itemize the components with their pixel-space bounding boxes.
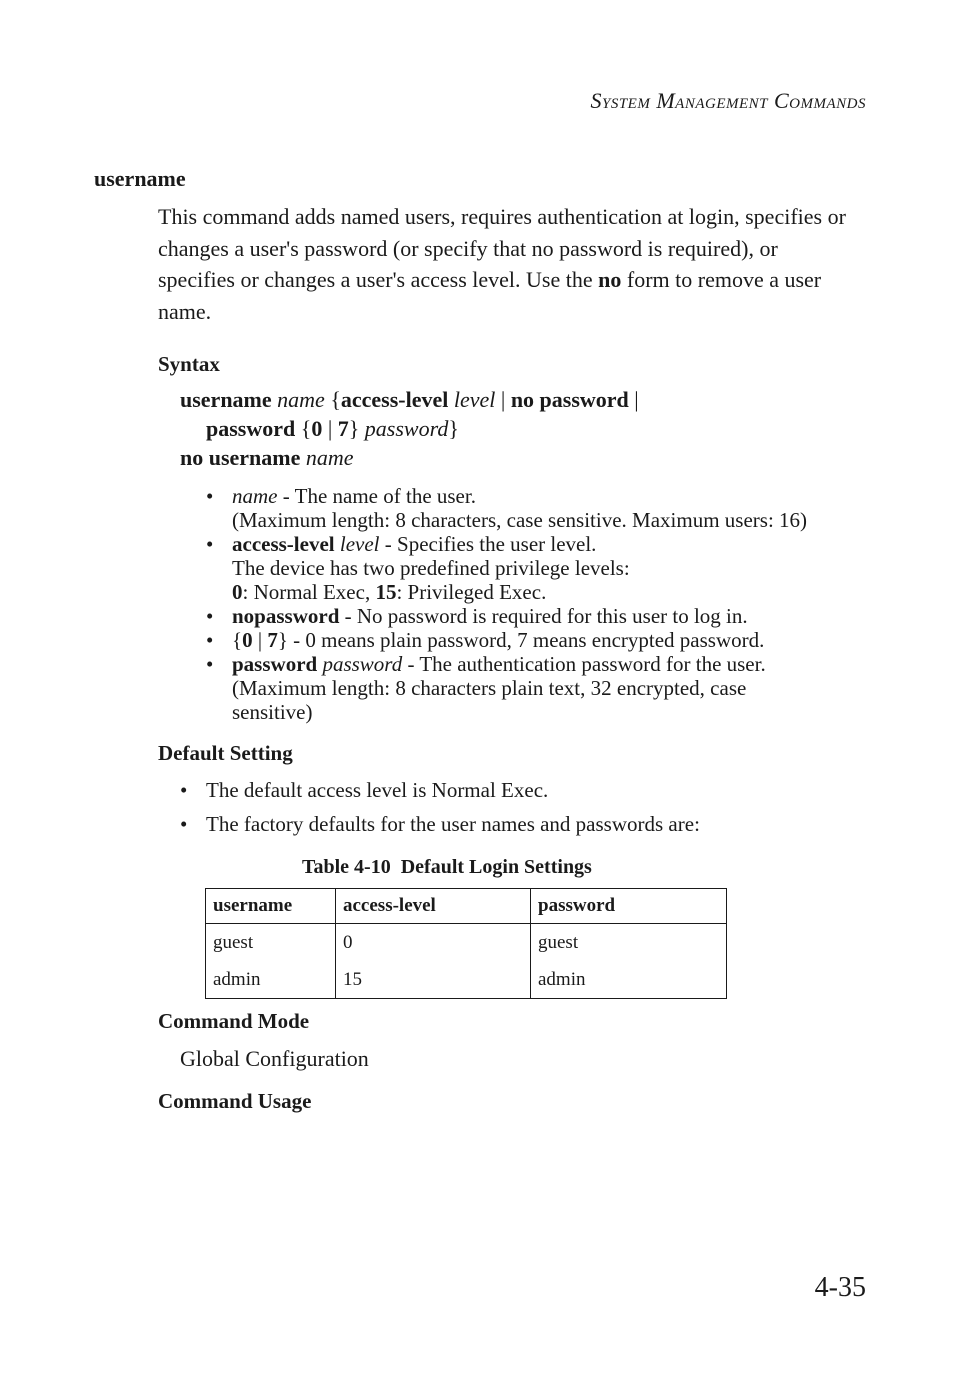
param-access-level [206, 532, 866, 604]
param-extra: (Maximum length: 8 characters, case sensitive. Maximum users: 16) [232, 508, 808, 532]
param-password [206, 652, 866, 724]
level-fifteen: 15 [375, 580, 397, 604]
running-header: System Management Commands [590, 88, 866, 113]
cell-access-level: 15 [336, 961, 531, 999]
syntax-brace: } [448, 416, 459, 441]
list-item [180, 812, 700, 846]
syntax-brace: { [300, 416, 312, 441]
command-title: username [94, 166, 186, 191]
param-term: access-level [232, 532, 335, 556]
param-term: nopassword [232, 604, 340, 628]
cell-username: guest [206, 924, 336, 962]
syntax-arg-name: name [277, 387, 325, 412]
bullet: • [180, 778, 188, 802]
syntax-brace: { [330, 387, 341, 412]
syntax-kw-no-username: no username [180, 445, 301, 470]
syntax-line-3 [180, 445, 354, 471]
param-arg: level [339, 532, 380, 556]
param-desc: - Specifies the user level. [379, 532, 597, 556]
table-header-row [206, 889, 727, 924]
syntax-pipe: | [327, 416, 333, 441]
page-number: 4-35 [814, 1272, 866, 1303]
syntax-arg-password: password [364, 416, 449, 441]
syntax-pipe: | [634, 387, 639, 412]
column-header-username: username [206, 889, 336, 924]
param-brace: { [232, 628, 243, 652]
syntax-arg-name: name [305, 445, 354, 470]
param-desc: - The authentication password for the user. [402, 652, 766, 676]
syntax-line-1 [180, 387, 639, 413]
command-mode-heading: Command Mode [158, 1009, 310, 1033]
param-term: name [232, 484, 278, 508]
bullet: • [206, 484, 214, 508]
param-nopassword [206, 604, 866, 628]
param-desc: - The name of the user. [277, 484, 476, 508]
param-encryption-type [206, 628, 866, 652]
param-extra: The device has two predefined privilege levels: [232, 556, 630, 580]
syntax-kw-no-password: no password [510, 387, 629, 412]
list-item [180, 778, 700, 812]
param-zero: 0 [242, 628, 253, 652]
syntax-zero: 0 [311, 416, 323, 441]
bullet: • [206, 628, 214, 652]
description-no-keyword: no [598, 267, 622, 292]
default-setting-heading: Default Setting [158, 741, 293, 765]
syntax-brace: } [348, 416, 360, 441]
column-header-password: password [531, 889, 727, 924]
description-text-2: form to remove a user name. [158, 267, 822, 324]
syntax-kw-password: password [206, 416, 296, 441]
table-row [206, 924, 727, 962]
table-caption: Table 4-10 Default Login Settings [302, 856, 592, 878]
description-text-1: This command adds named users, requires authentication at login, specifies or changes a user's password (or specify that no password is required), or specifies or changes a user's access level. Use the [158, 204, 846, 292]
bullet: • [206, 652, 214, 676]
cell-password: admin [531, 961, 727, 999]
cell-access-level: 0 [336, 924, 531, 962]
syntax-kw-access-level: access-level [340, 387, 449, 412]
column-header-access-level: access-level [336, 889, 531, 924]
bullet: • [206, 532, 214, 556]
cell-username: admin [206, 961, 336, 999]
bullet: • [180, 812, 188, 836]
param-arg: password [322, 652, 403, 676]
syntax-line-2 [206, 416, 459, 442]
default-setting-list [180, 778, 700, 846]
bullet: • [206, 604, 214, 628]
parameter-list [206, 484, 866, 724]
param-pipe: | [257, 628, 263, 652]
command-description [158, 201, 858, 327]
param-desc: - 0 means plain password, 7 means encrypted password. [287, 628, 765, 652]
level-zero-text: : Normal Exec, [242, 580, 376, 604]
syntax-seven: 7 [337, 416, 349, 441]
param-extra: sensitive) [232, 700, 313, 724]
level-zero: 0 [232, 580, 243, 604]
param-desc: - No password is required for this user to log in. [339, 604, 748, 628]
param-seven: 7 [267, 628, 278, 652]
default-item-text: The default access level is Normal Exec. [206, 778, 549, 802]
command-mode-value: Global Configuration [180, 1046, 369, 1071]
table-row [206, 961, 727, 999]
syntax-kw-username: username [180, 387, 272, 412]
syntax-arg-level: level [453, 387, 496, 412]
syntax-heading: Syntax [158, 352, 220, 376]
default-login-table [205, 888, 727, 999]
syntax-pipe: | [500, 387, 506, 412]
param-term: password [232, 652, 318, 676]
param-brace: } [277, 628, 288, 652]
cell-password: guest [531, 924, 727, 962]
default-item-text: The factory defaults for the user names and passwords are: [206, 812, 700, 836]
level-fifteen-text: : Privileged Exec. [396, 580, 547, 604]
param-extra: (Maximum length: 8 characters plain text, 32 encrypted, case [232, 676, 747, 700]
command-usage-heading: Command Usage [158, 1089, 312, 1113]
param-name [206, 484, 866, 532]
